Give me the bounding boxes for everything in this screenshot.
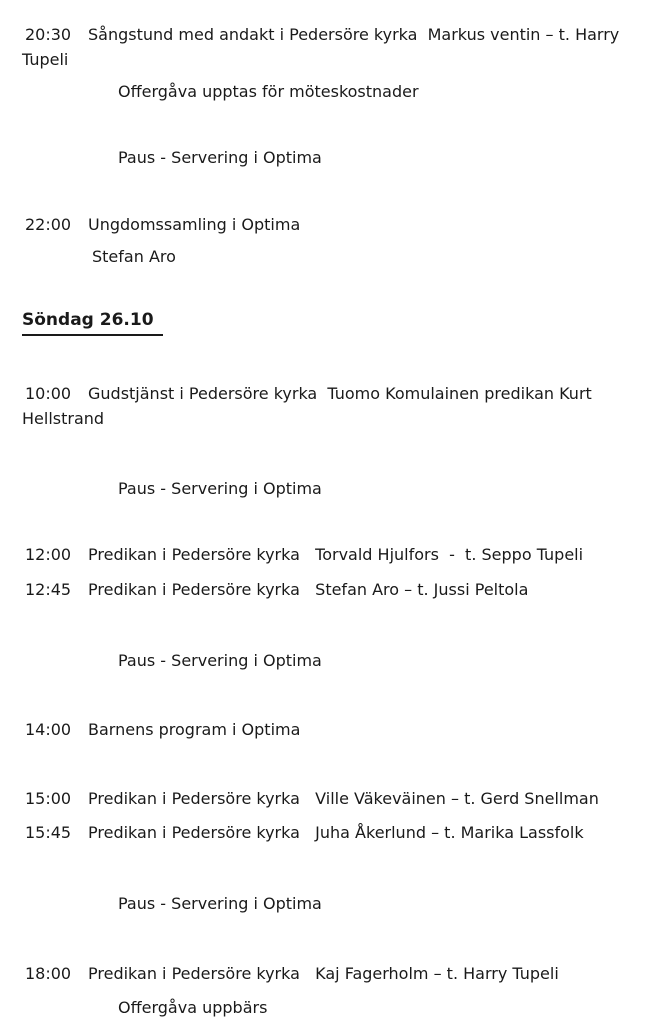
offering-note-saturday	[118, 79, 419, 104]
performer-name: Stefan Aro	[92, 247, 176, 266]
day-heading-sunday	[22, 308, 163, 336]
pause-text: Paus - Servering i Optima	[118, 479, 322, 498]
event-description: Sångstund med andakt i Pedersöre kyrka Markus ventin – t. Harry	[88, 25, 620, 44]
performer-stefan-aro	[92, 244, 176, 269]
event-1000	[25, 381, 592, 406]
event-1000-wrap	[22, 406, 104, 431]
event-description: Gudstjänst i Pedersöre kyrka Tuomo Komulainen predikan Kurt	[88, 384, 592, 403]
pause-line-4	[118, 891, 322, 916]
event-time: 14:00	[25, 720, 72, 739]
event-1545	[25, 820, 584, 845]
pause-text: Paus - Servering i Optima	[118, 894, 322, 913]
pause-line-2	[118, 476, 322, 501]
event-1800	[25, 961, 559, 986]
event-time: 18:00	[25, 964, 72, 983]
note-text: Offergåva uppbärs	[118, 998, 268, 1017]
event-1500	[25, 786, 599, 811]
event-time: 12:00	[25, 545, 72, 564]
event-description: Predikan i Pedersöre kyrka Ville Väkeväinen – t. Gerd Snellman	[88, 789, 599, 808]
event-time: 15:00	[25, 789, 72, 808]
event-time: 20:30	[25, 25, 72, 44]
event-time: 12:45	[25, 580, 72, 599]
event-description-continued: Tupeli	[22, 50, 69, 69]
event-1245	[25, 577, 528, 602]
event-description: Ungdomssamling i Optima	[88, 215, 301, 234]
pause-line-1	[118, 145, 322, 170]
pause-line-3	[118, 648, 322, 673]
offering-note-sunday	[118, 995, 267, 1020]
event-1200	[25, 542, 583, 567]
event-description: Predikan i Pedersöre kyrka Torvald Hjulfors - t. Seppo Tupeli	[88, 545, 584, 564]
event-description: Predikan i Pedersöre kyrka Kaj Fagerholm – t. Harry Tupeli	[88, 964, 559, 983]
event-description: Barnens program i Optima	[88, 720, 301, 739]
event-2030	[25, 22, 619, 47]
event-description: Predikan i Pedersöre kyrka Stefan Aro – t. Jussi Peltola	[88, 580, 529, 599]
pause-text: Paus - Servering i Optima	[118, 148, 322, 167]
event-2030-wrap	[22, 47, 68, 72]
day-heading-text: Söndag 26.10	[22, 310, 154, 330]
event-2200	[25, 212, 300, 237]
note-text: Offergåva upptas för möteskostnader	[118, 82, 419, 101]
event-1400	[25, 717, 300, 742]
event-time: 10:00	[25, 384, 72, 403]
event-time: 15:45	[25, 823, 72, 842]
event-time: 22:00	[25, 215, 72, 234]
pause-text: Paus - Servering i Optima	[118, 651, 322, 670]
event-description: Predikan i Pedersöre kyrka Juha Åkerlund – t. Marika Lassfolk	[88, 823, 584, 842]
event-description-continued: Hellstrand	[22, 409, 105, 428]
